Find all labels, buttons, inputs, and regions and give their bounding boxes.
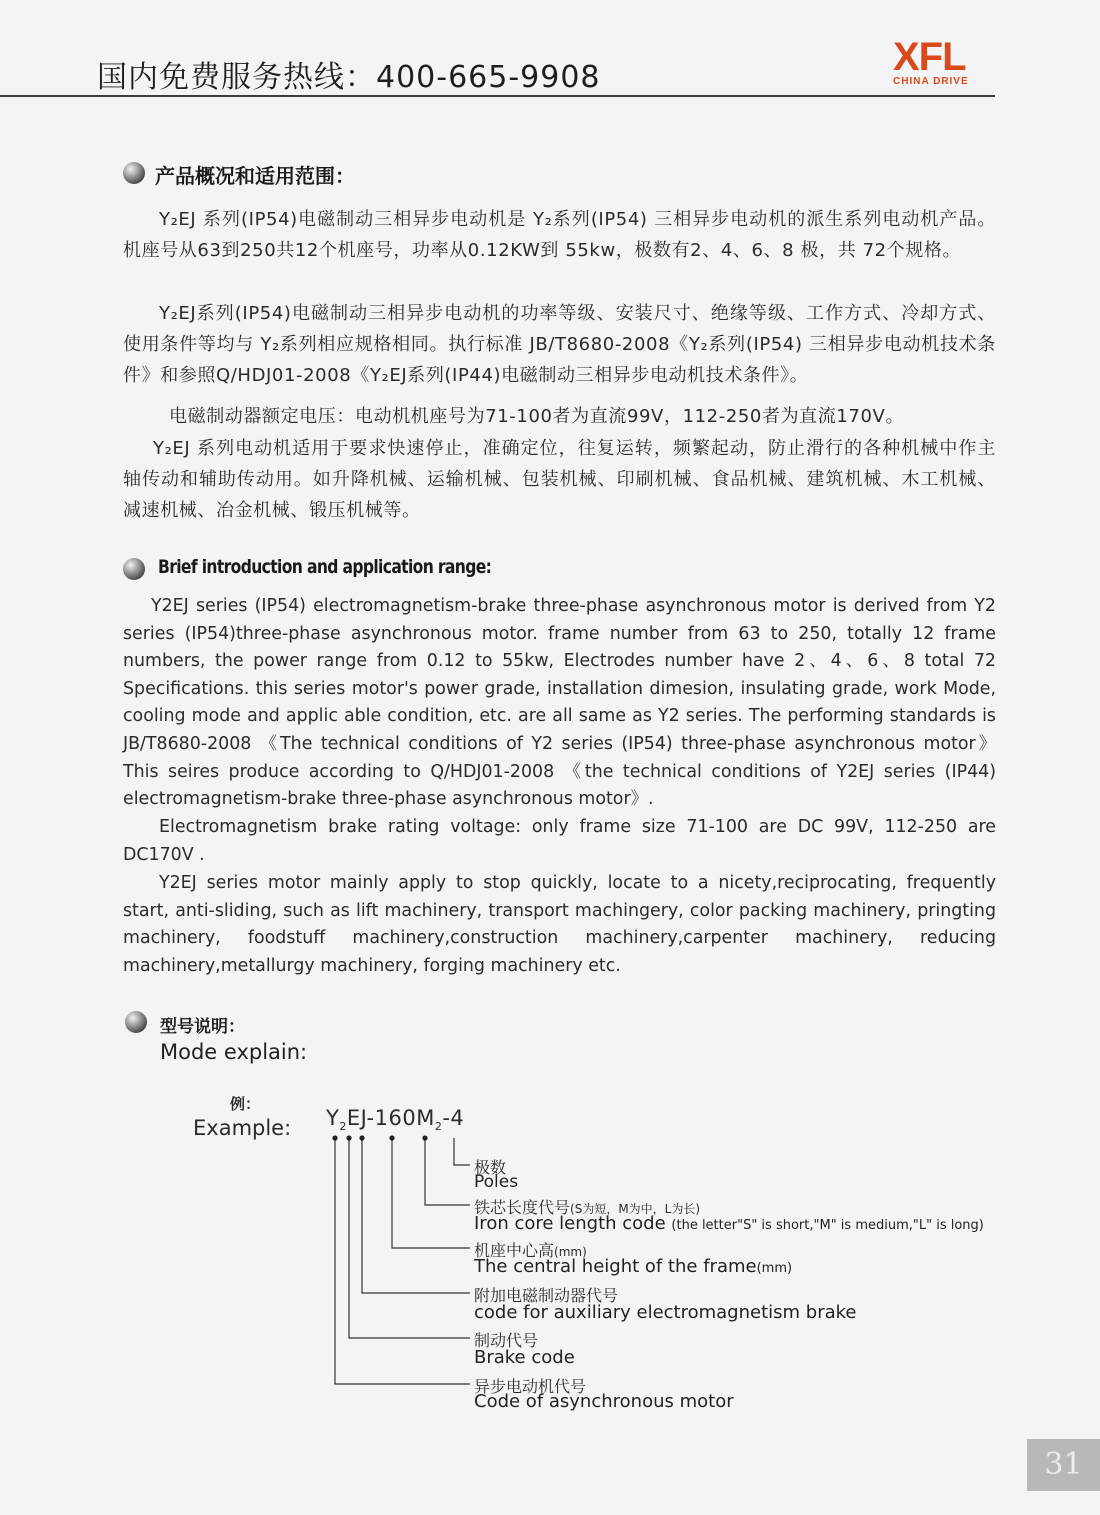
label-core-length-en: [474, 1213, 984, 1234]
model-code-subscript: 2: [339, 1120, 347, 1134]
label-poles-cn: 极数: [474, 1158, 507, 1177]
label-brake-code-cn: 制动代号: [474, 1331, 539, 1350]
paragraph-cn-2: Y₂EJ系列(IP54)电磁制动三相异步电动机的功率等级、安装尺寸、绝缘等级、工作方式、冷却方式、使用条件等均与 Y₂系列相应规格相同。执行标准 JB/T8680-2008《Y₂系列(IP54) 三相异步电动机技术条件》和参照Q/HDJ01-2008《Y₂EJ系列(IP44)电磁制动三相异步电动机技术条件》。: [123, 303, 996, 386]
leader-line-core-length: [425, 1138, 470, 1205]
section-title-en: Brief introduction and application range:: [158, 556, 492, 578]
label-brake-code-en: Brake code: [474, 1347, 575, 1368]
label-auxiliary-brake-cn: 附加电磁制动器代号: [474, 1286, 619, 1305]
paragraph-en-3: Y2EJ series motor mainly apply to stop quickly, locate to a nicety,reciprocating, frequently start, anti-sliding, such as lift machinery, transport machingery, color packing machinery, pringting machinery, foodstuff machinery,construction machinery,carpenter machinery, reducing machinery,metallurgy machinery, forging machinery etc.: [123, 873, 996, 976]
leader-line-asynchronous: [335, 1138, 470, 1384]
diagram-leader-lines: [335, 1138, 470, 1384]
label-note: (mm): [554, 1245, 587, 1259]
paragraph-cn-4: Y₂EJ 系列电动机适用于要求快速停止，准确定位，往复运转，频繁起动，防止滑行的各种机械中作主轴传动和辅助传动用。如升降机械、运输机械、包装机械、印刷机械、食品机械、建筑机械、木工机械、减速机械、冶金机械、锻压机械等。: [123, 438, 996, 521]
logo-mark: XFL: [893, 35, 966, 79]
section-bullet-icon: [123, 162, 145, 184]
diagram-dot: [346, 1135, 351, 1140]
model-code: [326, 1106, 464, 1133]
section-title-mode-cn: 型号说明：: [160, 1017, 245, 1037]
model-code-subscript: 2: [434, 1120, 443, 1134]
diagram-dot: [422, 1135, 427, 1140]
logo-tagline: CHINA DRIVE: [893, 76, 969, 87]
label-poles-en: Poles: [474, 1172, 519, 1192]
label-note: (the letter"S" is short,"M" is medium,"L" is long): [671, 1218, 984, 1233]
page-number: 31: [1027, 1439, 1100, 1491]
section-bullet-icon: [125, 1011, 147, 1033]
leader-line-poles: [454, 1138, 470, 1165]
paragraph-en-1: Y2EJ series (IP54) electromagnetism-brake three-phase asynchronous motor is derived from Y2 series (IP54)three-phase asynchronous motor. frame number from 63 to 250, totally 12 frame numbers, the power range from 0.12 to 55kw, Electrodes number have 2、4、6、8 total 72 Specifications. this series motor's power grade, installation dimesion, insulating grade, work Mode, cooling mode and applic able condition, etc. are all same as Y2 series. The performing standards is JB/T8680-2008 《The technical conditions of Y2 series (IP54) three-phase asynchronous motor》 This seires produce according to Q/HDJ01-2008 《the technical conditions of Y2EJ series (IP44) electromagnetism-brake three-phase asynchronous motor》.: [123, 596, 996, 810]
label-auxiliary-brake-en: code for auxiliary electromagnetism brake: [474, 1302, 857, 1323]
model-code-part: Y: [326, 1106, 340, 1130]
model-code-part: -4: [442, 1106, 465, 1130]
label-text: Iron core length code: [474, 1213, 666, 1234]
header-divider: [0, 95, 995, 97]
model-code-part: EJ-160M: [346, 1106, 435, 1130]
label-center-height-en: [474, 1256, 792, 1277]
example-label-en: Example:: [193, 1116, 292, 1140]
section-bullet-icon: [123, 558, 145, 580]
label-text: 铁芯长度代号: [474, 1198, 571, 1217]
diagram-dots: [332, 1135, 427, 1140]
leader-line-auxiliary-brake: [362, 1138, 470, 1293]
diagram-dot: [359, 1135, 364, 1140]
example-label-cn: 例：: [230, 1095, 261, 1113]
label-note: (S为短，M为中，L为长): [570, 1202, 701, 1216]
diagram-dot: [389, 1135, 394, 1140]
paragraph-cn-1: Y₂EJ 系列(IP54)电磁制动三相异步电动机是 Y₂系列(IP54) 三相异步电动机的派生系列电动机产品。机座号从63到250共12个机座号，功率从0.12KW到 55kw，极数有2、4、6、8 极，共 72个规格。: [123, 209, 996, 261]
label-text: 机座中心高: [474, 1241, 555, 1260]
label-note: (mm): [756, 1261, 793, 1276]
label-asynchronous-cn: 异步电动机代号: [474, 1377, 587, 1396]
label-asynchronous-en: Code of asynchronous motor: [474, 1391, 734, 1412]
hotline-text: 国内免费服务热线：400-665-9908: [97, 60, 601, 95]
paragraph-cn-3: 电磁制动器额定电压：电动机机座号为71-100者为直流99V，112-250者为直流170V。: [169, 406, 905, 427]
paragraph-en-2: Electromagnetism brake rating voltage: only frame size 71-100 are DC 99V, 112-250 are DC170V .: [123, 817, 996, 865]
diagram-dot: [332, 1135, 337, 1140]
leader-line-center-height: [392, 1138, 470, 1248]
section-title-mode-en: Mode explain:: [160, 1040, 308, 1064]
label-text: The central height of the frame: [474, 1256, 757, 1277]
section-title-cn: 产品概况和适用范围：: [155, 164, 355, 188]
leader-line-brake-code: [349, 1138, 470, 1338]
brand-logo: [893, 35, 997, 88]
